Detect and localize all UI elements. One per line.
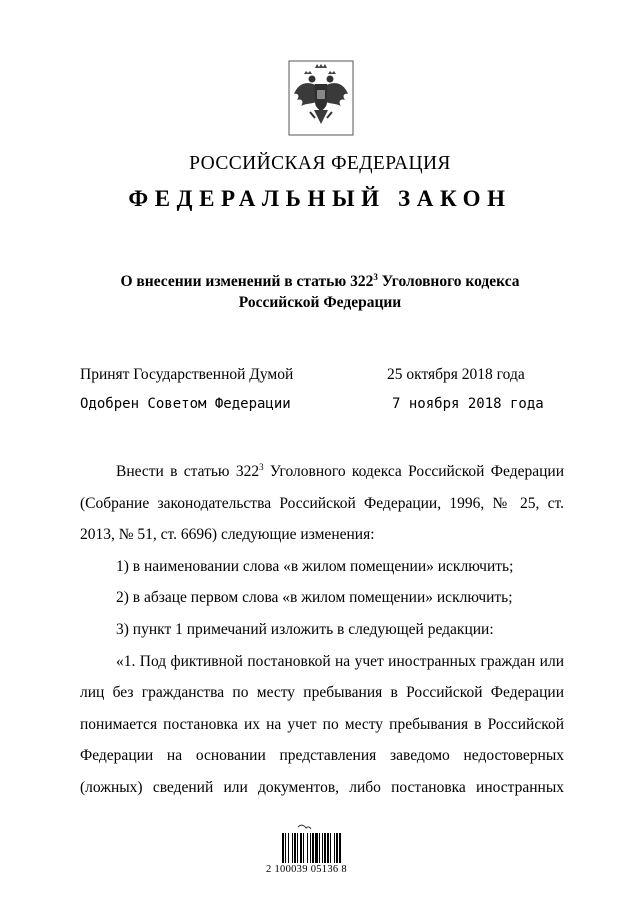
quoted-line: (ложных) сведений или документов, либо постановка иностранных [80,778,564,796]
law-title-line-2: Российской Федерации [238,294,402,311]
quoted-line: лиц без гражданства по месту пребывания в Российской Федерации [80,684,564,702]
body-line: Внести в статью $322^3$ Уголовного кодекса Российской Федерации [116,462,564,480]
list-item: 2) в абзаце первом слова «в жилом помещении» исключить; [116,589,513,607]
law-title-line-1: О внесении изменений в статью $322^3$ Уголовного кодекса [120,272,520,290]
barcode-image [280,823,376,865]
quoted-line: Федерации на основании представления заведомо недостоверных [80,747,564,765]
duma-adoption-label: Принят Государственной Думой [80,366,294,383]
body-line: (Собрание законодательства Российской Федерации, 1996, № 25, ст. [80,494,564,512]
body-line: 2013, № 51, ст. 6696) следующие изменения: [80,526,375,544]
russian-coat-of-arms-emblem [288,60,354,136]
law-title [0,271,640,313]
barcode-number: 2 100039 05136 8 [266,864,347,875]
list-item: 1) в наименовании слова «в жилом помещении» исключить; [116,557,514,575]
law-body [80,456,564,804]
quoted-line: понимается постановка их на учет по месту пребывания в Российской [80,715,564,733]
list-item: 3) пункт 1 примечаний изложить в следующей редакции: [116,620,494,638]
council-approval-date: 7 ноября 2018 года [392,396,544,412]
council-approval-label: Одобрен Советом Федерации [80,396,291,412]
quoted-line: «1. Под фиктивной постановкой на учет иностранных граждан или [116,652,564,670]
country-heading: РОССИЙСКАЯ ФЕДЕРАЦИЯ [189,153,451,174]
document-type-heading: ФЕДЕРАЛЬНЫЙ ЗАКОН [128,186,512,211]
duma-adoption-date: 25 октября 2018 года [387,366,525,383]
